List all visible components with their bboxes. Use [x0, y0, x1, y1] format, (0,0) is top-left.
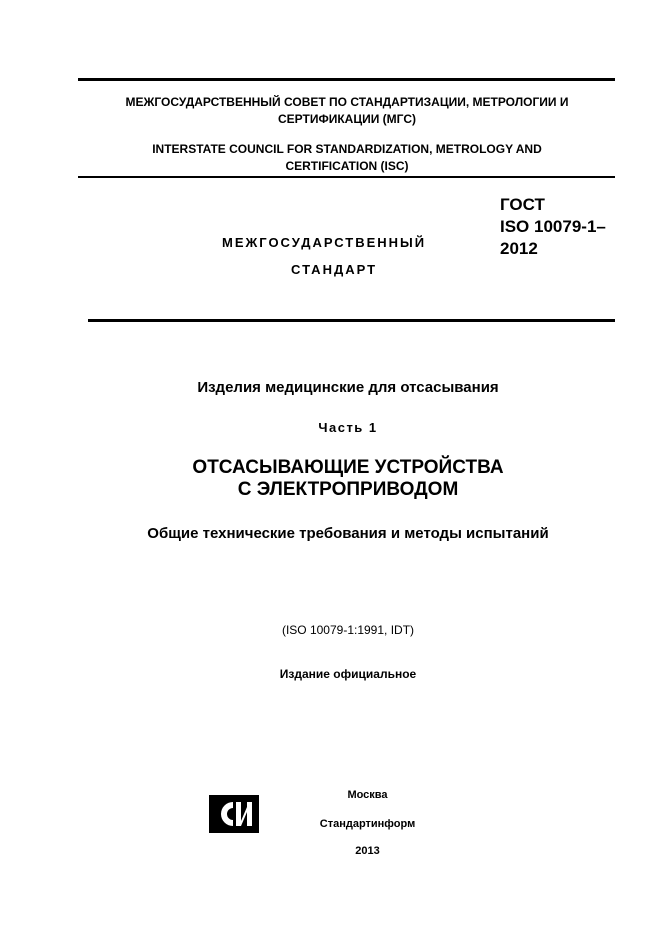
standartinform-logo-icon — [209, 795, 259, 833]
standard-label-line2: СТАНДАРТ — [291, 262, 378, 277]
subtitle: Общие технические требования и методы испытаний — [147, 525, 549, 542]
publisher-city: Москва — [347, 789, 388, 801]
council-name-en: INTERSTATE COUNCIL FOR STANDARDIZATION, METROLOGY AND CERTIFICATION (ISC) — [152, 142, 542, 173]
designation-rule — [88, 319, 615, 322]
top-rule — [78, 78, 615, 81]
title-part: Часть 1 — [318, 420, 378, 435]
main-title: ОТСАСЫВАЮЩИЕ УСТРОЙСТВА С ЭЛЕКТРОПРИВОДОМ — [192, 457, 504, 500]
edition-label: Издание официальное — [279, 667, 417, 681]
title-group: Изделия медицинские для отсасывания — [197, 379, 499, 396]
standard-label-line1: МЕЖГОСУДАРСТВЕННЫЙ — [222, 235, 427, 250]
standard-designation: ГОСТ ISO 10079-1– 2012 — [500, 195, 606, 258]
iso-reference: (ISO 10079-1:1991, IDT) — [281, 623, 415, 637]
publisher-year: 2013 — [355, 845, 380, 857]
publisher-name: Стандартинформ — [319, 818, 416, 830]
council-name-ru: МЕЖГОСУДАРСТВЕННЫЙ СОВЕТ ПО СТАНДАРТИЗАЦИИ, МЕТРОЛОГИИ И СЕРТИФИКАЦИИ (МГС) — [125, 95, 569, 126]
header-rule — [78, 176, 615, 178]
